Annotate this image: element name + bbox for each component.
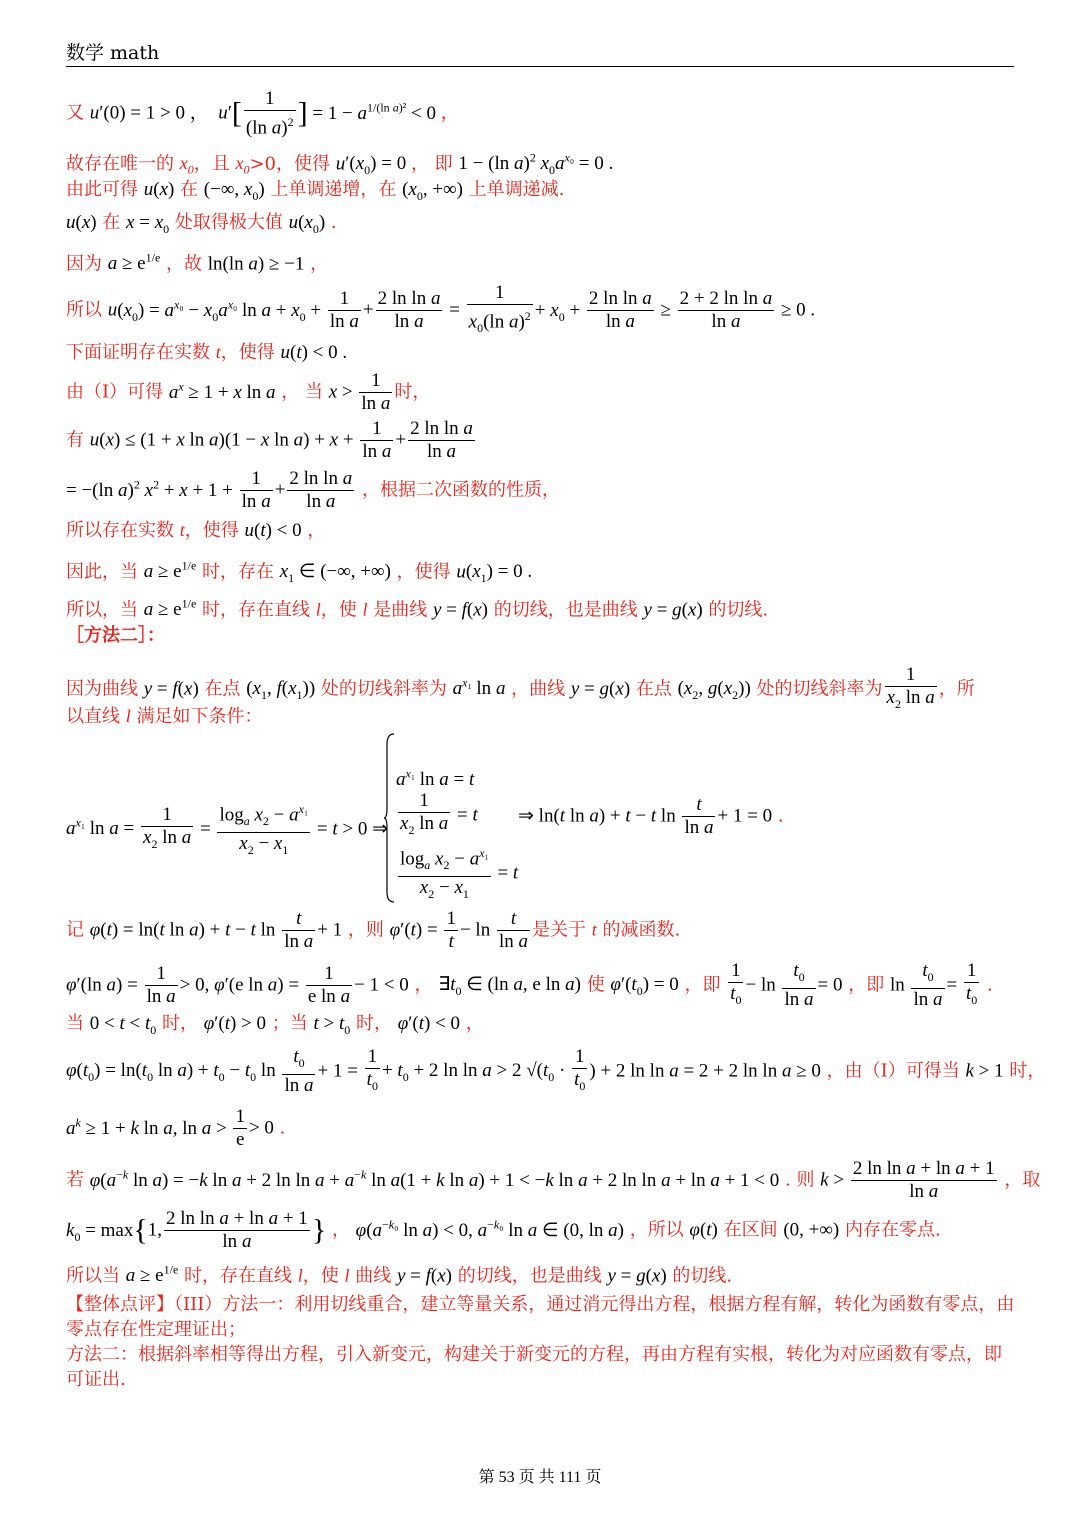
page-number: 第 53 页 共 111 页 [478,1469,602,1486]
text-line: 下面证明存在实数 t，使得 u(t) < 0 . [66,342,348,363]
math-line: 有 u(x) ≤ (1 + x ln a)(1 − x ln a) + x + $\frac{1}{\text{ln a}}$ + $\frac{\text{2 ln ln a}}{\text{ln a}}$ [66,418,473,462]
overall-comment: 【整体点评】（III）方法一：利用切线重合，建立等量关系，通过消元得出方程，根据方程有解，转化为函数有零点，由零点存在性定理证出； [66,1294,1015,1340]
math-line: 所以 $u(x_0) = a^{x_0} - x_0a^{x_0}$ $\ln a + x_0$ + $\frac{1}{\text{ln a}}$ + $\frac{\text{2 ln ln a}}{\text{ln a}}$ = $\frac{1}{x_0(\ln a)^2}$ + $x_0$ + $\frac{\text{2 ln ln a}}{\text{ln a}}$ ≥ $\frac{\text{2 + 2 ln ln a}}{\text{ln a}}$ ≥ 0 . [66,282,816,336]
text-line: 由此可得 u(x) 在 (−∞, $x_0$) 上单调递增，在 ($x_0$, +∞) 上单调递减. [66,179,565,203]
text-line: 因为曲线 y = f(x) 在点 ($x_1$, $f(x_1)$) 处的切线斜率为 $a^{x_1}$ ln a ，曲线 y = g(x) 在点 ($x_2$, $g(x_2)$) 处的切线斜率为 $\frac{1}{x_2 \ln a}$ ，所 [66,664,975,711]
text-line: 以直线 l 满足如下条件： [66,706,263,727]
text-line: 由（I）可得 $a^x \ge 1 + x$ ln a ， 当 x > $\frac{1}{\text{ln a}}$ 时， [66,370,431,414]
math-line: $a^k \ge 1 + k$ ln a, ln a > $\frac{1}{e}$ > 0 . [66,1106,286,1150]
math-line: $\varphi(t_0) = \ln(t_0$ $\ln a) + t_0 - t_0$ ln $\frac{t_0}{\text{ln a}}$ + 1 = $\frac{1}{t_0}$ + $t_0 + 2$ ln ln a > 2 $√(t_0$ · $\frac{1}{t_0}$ ) + 2 ln ln a = 2 + 2 ln ln a ≥ 0 ，由（Ⅰ）可得当 k > 1 时， [66,1046,1046,1096]
page-footer [0,1464,1080,1487]
text-line: 所以，当 $a \ge e^{1/e}$ 时，存在直线 l，使 l 是曲线 y = f(x) 的切线，也是曲线 y = g(x) 的切线. [66,597,769,621]
math-line: φ′(ln a) = $\frac{1}{\text{ln a}}$ > 0, φ′(e ln a) = $\frac{1}{\text{e ln a}}$ − 1 < 0 ， $\exists t_0$ ∈ (ln a, e ln a) 使 $\varphi'(t_0) = 0$ ，即 $\frac{1}{t_0}$ − ln $\frac{t_0}{\text{ln a}}$ = 0 ，即 ln $\frac{t_0}{\text{ln a}}$ = $\frac{1}{t_0}$ . [66,960,993,1010]
left-brace [384,732,396,904]
text-line: 故存在唯一的 $x_0$，且 $x_0>0$，使得 $u'(x_0) = 0$ ， 即 1 − (ln a)$^2$ $x_0a^{x_0} = 0$ . [66,151,614,178]
text-line: 所以存在实数 t，使得 u(t) < 0 ， [66,520,326,541]
text-line: 当 $0 < t < t_0$ 时， φ′(t) > 0 ；当 $t > t_0$ 时， φ′(t) < 0 ， [66,1013,484,1037]
page-header [66,40,1014,67]
text-line: 因此，当 $a \ge e^{1/e}$ 时，存在 $x_1$ ∈ (−∞, +∞) ，使得 $u(x_1) = 0$ . [66,559,533,586]
math-line: = −(ln a)$^2$ $x^2 + x + 1$ + $\frac{1}{\text{ln a}}$ + $\frac{\text{2 ln ln a}}{\text{ln a}}$ ，根据二次函数的性质， [66,468,560,512]
text-line: 因为 $a \ge e^{1/e}$ ，故 ln(ln a) ≥ −1 ， [66,251,329,275]
math-line: 若 $\varphi(a^{-k}$ ln a) = −k ln a + 2 $\ln \ln a + a^{-k}$ ln a(1 + k ln a) + 1 < −k ln a + 2 ln ln a + ln a + 1 < 0 . 则 k > $\frac{\text{2 ln ln a + ln a + 1}}{\text{ln a}}$ ，取 [66,1158,1041,1202]
text-line: 所以当 $a \ge e^{1/e}$ 时，存在直线 l，使 l 曲线 y = f(x) 的切线，也是曲线 y = g(x) 的切线. [66,1263,733,1287]
math-line: $k_0 = \max\{1$, $\frac{\text{2 ln ln a + ln a + 1}}{\text{ln a}}$ } ， $\varphi(a^{-k_0}$ ln a) < 0, $a^{-k_0}$ ln a ∈ (0, ln a) ，所以 φ(t) 在区间 (0, +∞) 内存在零点. [66,1208,941,1252]
math-line: 又 u′(0) = 1 > 0 ， u′[ $\frac{1}{(\ln a)^2}$ ] = $1 - a^{1/(ln a)^2} < 0$ ， [66,88,459,139]
text-line: u(x) 在 $x = x_0$ 处取得极大值 $u(x_0)$ . [66,212,337,236]
math-line: 记 φ(t) = ln(t ln a) + t − t ln $\frac{t}{\text{ln a}}$ + 1 ，则 φ′(t) = $\frac{1}{t}$ − ln $\frac{t}{\text{ln a}}$ 是关于 t 的减函数. [66,908,681,952]
header-title: 数学 math [66,42,160,64]
method-two-heading: ［方法二］： [66,625,165,646]
method-two-comment: 方法二：根据斜率相等得出方程，引入新变元，构建关于新变元的方程，再由方程有实根，转化为对应函数有零点，即可证出. [66,1344,1002,1390]
